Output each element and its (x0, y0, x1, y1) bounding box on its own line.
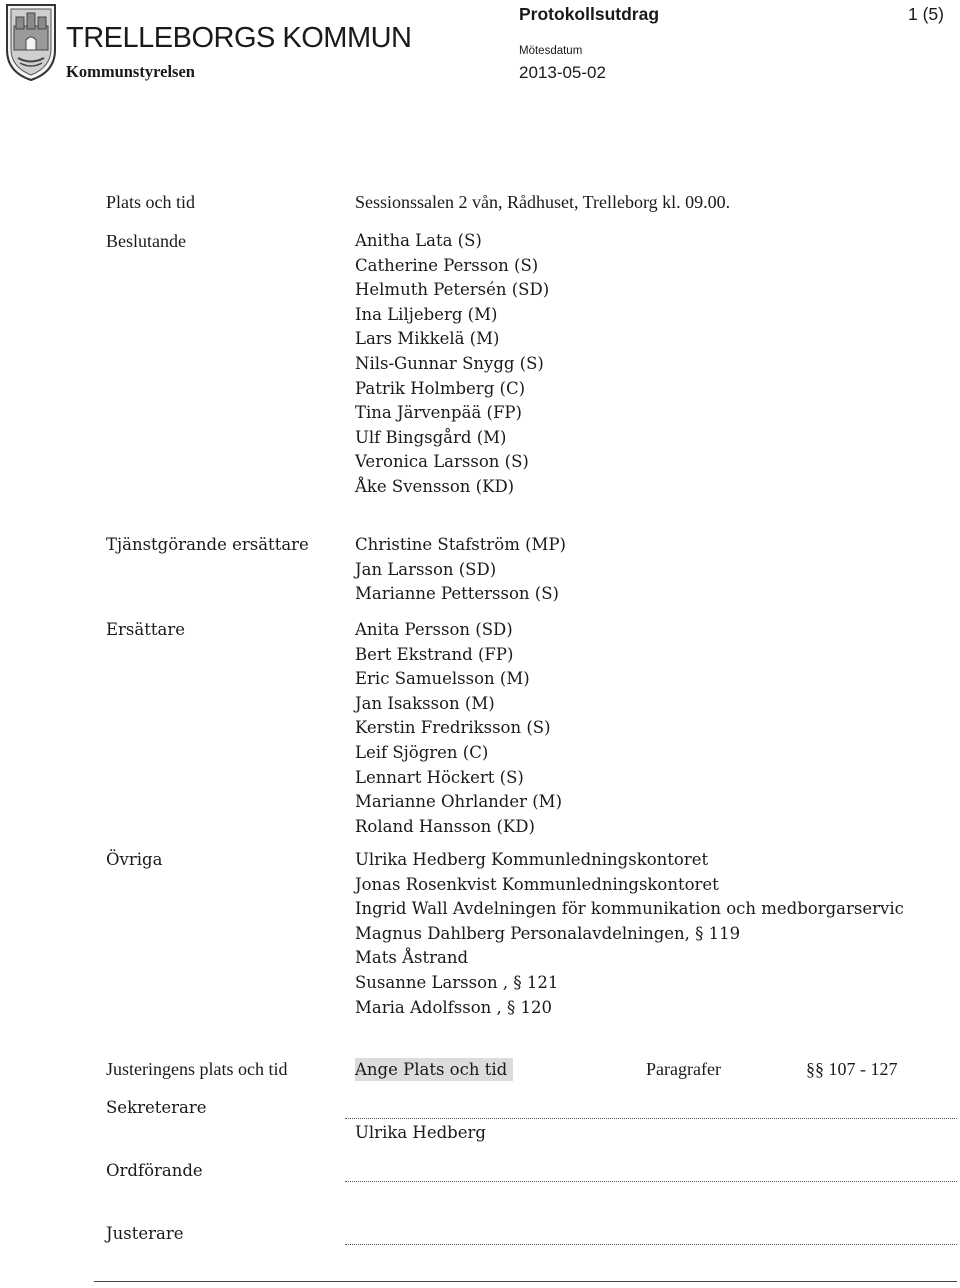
adjuster-label: Justerare (106, 1224, 184, 1243)
organization-name: TRELLEBORGS KOMMUN (66, 22, 412, 54)
secretary-label: Sekreterare (106, 1098, 207, 1117)
list-item: Roland Hansson (KD) (355, 816, 535, 836)
meeting-date-label: Mötesdatum (519, 45, 583, 57)
adjuster-signature-line (345, 1244, 957, 1245)
substitutes-label: Ersättare (106, 620, 185, 639)
list-item: Marianne Pettersson (S) (355, 584, 559, 604)
list-item: Ulrika Hedberg Kommunledningskontoret (355, 850, 709, 869)
list-item: Catherine Persson (S) (355, 255, 539, 275)
list-item: Susanne Larsson , § 121 (355, 972, 559, 992)
list-item: Lars Mikkelä (M) (355, 329, 500, 349)
serving-substitutes-list (355, 533, 566, 607)
page-number: 1 (5) (908, 4, 944, 24)
serving-substitutes-label: Tjänstgörande ersättare (106, 535, 309, 554)
list-item: Ina Liljeberg (M) (355, 304, 498, 324)
list-item: Helmuth Petersén (SD) (355, 280, 550, 300)
list-item: Ulf Bingsgård (M) (355, 427, 507, 447)
secretary-name: Ulrika Hedberg (355, 1123, 486, 1142)
list-item: Mats Åstrand (355, 948, 469, 968)
department-name: Kommunstyrelsen (66, 62, 195, 81)
list-item: Tina Järvenpää (FP) (355, 403, 522, 423)
adjustment-place-field[interactable]: Ange Plats och tid (355, 1058, 513, 1081)
list-item: Patrik Holmberg (C) (355, 378, 526, 398)
chair-signature-line (345, 1181, 957, 1182)
list-item: Magnus Dahlberg Personalavdelningen, § 119 (355, 923, 741, 943)
list-item: Jan Isaksson (M) (355, 693, 495, 713)
place-value: Sessionssalen 2 vån, Rådhuset, Trelleborg kl. 09.00. (355, 192, 731, 212)
chair-label: Ordförande (106, 1161, 203, 1180)
list-item: Veronica Larsson (S) (355, 452, 529, 472)
list-item: Ingrid Wall Avdelningen för kommunikation och medborgarservic (355, 899, 904, 919)
list-item: Nils-Gunnar Snygg (S) (355, 353, 544, 373)
paragraphs-label: Paragrafer (646, 1059, 721, 1079)
decision-makers-label: Beslutande (106, 231, 186, 251)
adjustment-label: Justeringens plats och tid (106, 1059, 288, 1079)
list-item: Anita Persson (SD) (355, 620, 513, 639)
others-label: Övriga (106, 850, 163, 869)
list-item: Eric Samuelsson (M) (355, 669, 530, 689)
paragraphs-value: §§ 107 - 127 (806, 1059, 898, 1079)
substitutes-list (355, 618, 562, 839)
list-item: Lennart Höckert (S) (355, 767, 524, 787)
list-item: Maria Adolfsson , § 120 (355, 997, 552, 1017)
meeting-date-value: 2013-05-02 (519, 63, 606, 82)
list-item: Anitha Lata (S) (355, 231, 482, 250)
document-type: Protokollsutdrag (519, 4, 660, 24)
list-item: Kerstin Fredriksson (S) (355, 718, 551, 738)
others-list (355, 848, 904, 1020)
list-item: Jan Larsson (SD) (355, 559, 497, 579)
secretary-signature-line (345, 1118, 957, 1119)
list-item: Jonas Rosenkvist Kommunledningskontoret (355, 874, 719, 894)
list-item: Bert Ekstrand (FP) (355, 644, 514, 664)
list-item: Åke Svensson (KD) (355, 476, 515, 496)
list-item: Leif Sjögren (C) (355, 742, 489, 762)
place-label: Plats och tid (106, 192, 195, 212)
list-item: Christine Stafström (MP) (355, 535, 566, 554)
municipal-coat-of-arms-icon (4, 2, 58, 82)
decision-makers-list (355, 229, 549, 500)
footer-divider (94, 1281, 957, 1282)
list-item: Marianne Ohrlander (M) (355, 792, 563, 812)
